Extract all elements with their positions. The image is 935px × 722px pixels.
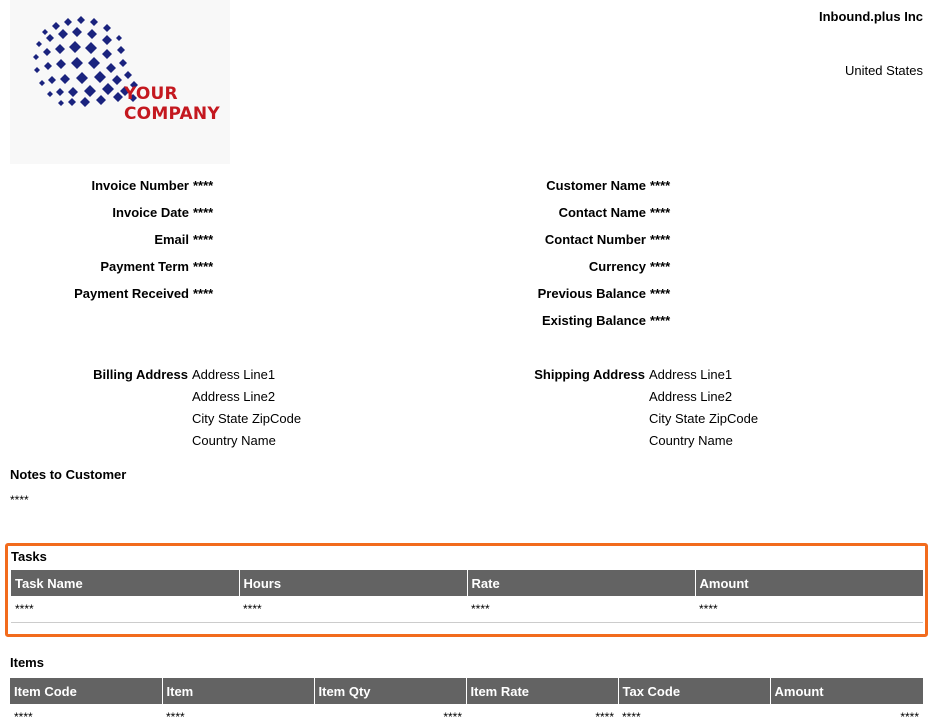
customer-name-row [10,177,670,195]
currency-row [10,258,670,276]
existing-balance-row [10,312,670,330]
column-header-item: Item [162,678,314,704]
column-header-item-code: Item Code [10,678,162,704]
shipping-address-label: Shipping Address [534,367,645,382]
task-rate-cell: **** [467,596,695,622]
field-value: **** [650,178,671,193]
column-header-rate: Rate [467,570,695,596]
items-table [10,678,923,722]
field-label: Contact Number [544,232,646,247]
tasks-table [11,570,923,623]
tasks-section[interactable] [5,543,928,637]
billing-address [192,364,301,452]
field-label: Invoice Number [91,178,189,193]
billing-line1: Address Line1 [192,367,276,382]
field-value: **** [650,286,671,301]
column-header-item-qty: Item Qty [314,678,466,704]
tax-code-cell: **** [618,704,770,722]
notes-value: **** [10,493,29,507]
field-value: **** [193,232,214,247]
table-row [10,704,923,722]
item-code-cell: **** [10,704,162,722]
shipping-country: Country Name [649,433,733,448]
billing-city: City State ZipCode [192,411,302,426]
field-label: Payment Received [74,286,189,301]
field-label: Currency [588,259,646,274]
company-info [819,8,923,80]
notes-title: Notes to Customer [10,467,127,482]
task-hours-cell: **** [239,596,467,622]
company-logo [10,0,230,164]
tasks-header-row [11,570,923,596]
field-label: Contact Name [558,205,646,220]
column-header-hours: Hours [239,570,467,596]
company-country: United States [844,63,923,78]
billing-country: Country Name [192,433,276,448]
field-value: **** [193,259,214,274]
column-header-tax-code: Tax Code [618,678,770,704]
field-value: **** [650,313,671,328]
field-label: Payment Term [100,259,189,274]
contact-number-row [10,231,670,249]
task-amount-cell: **** [695,596,923,622]
field-label: Existing Balance [541,313,646,328]
logo-text-line1: YOUR [124,84,178,104]
item-qty-cell: **** [314,704,466,722]
shipping-address [649,364,758,452]
column-header-amount: Amount [770,678,923,704]
field-value: **** [650,232,671,247]
task-name-cell: **** [11,596,239,622]
field-value: **** [193,205,214,220]
shipping-line1: Address Line1 [649,367,733,382]
column-header-item-rate: Item Rate [466,678,618,704]
billing-line2: Address Line2 [192,389,276,404]
column-header-amount: Amount [695,570,923,596]
item-rate-cell: **** [466,704,618,722]
field-label: Invoice Date [112,205,189,220]
logo-text-line2: COMPANY [124,104,220,124]
shipping-line2: Address Line2 [649,389,733,404]
items-header-row [10,678,923,704]
field-label: Previous Balance [537,286,646,301]
field-label: Email [154,232,189,247]
field-value: **** [193,178,214,193]
field-value: **** [650,205,671,220]
shipping-city: City State ZipCode [649,411,759,426]
item-cell: **** [162,704,314,722]
items-title: Items [10,655,44,670]
column-header-task-name: Task Name [11,570,239,596]
tasks-title: Tasks [11,549,47,564]
contact-name-row [10,204,670,222]
previous-balance-row [10,285,670,303]
item-amount-cell: **** [770,704,923,722]
globe-stars-icon [10,0,230,164]
billing-address-label: Billing Address [93,367,188,382]
field-value: **** [193,286,214,301]
table-row [11,596,923,622]
field-value: **** [650,259,671,274]
company-name: Inbound.plus Inc [819,9,923,24]
field-label: Customer Name [546,178,646,193]
